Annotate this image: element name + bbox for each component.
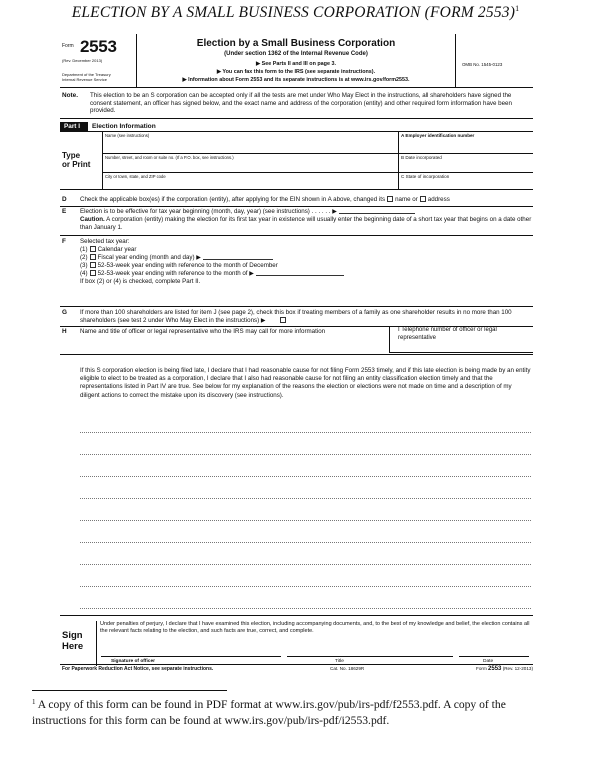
omb-block — [455, 34, 533, 88]
note-label: Note. — [62, 92, 78, 99]
name-field-label: Name (see instructions) — [105, 133, 150, 138]
option-number: (4) — [80, 270, 88, 278]
footnote-text: A copy of this form can be found in PDF format at www.irs.gov/pub/irs-pdf/f2553.pdf. A copy of the instructions for this form can be found at www.irs.gov/pub/irs-pdf/i2553.pdf. — [32, 698, 506, 727]
caution-text: A corporation (entity) making the election for its first tax year in existence will usually enter the beginning date of a short tax year that begins on a date other than January 1. — [80, 216, 532, 232]
ein-field[interactable] — [398, 132, 533, 154]
signature-section — [60, 615, 533, 665]
signature-caption: Signature of officer — [111, 659, 155, 664]
form-title: Election by a Small Business Corporation — [196, 38, 396, 49]
part-label: Part I — [60, 122, 88, 131]
tax-year-option-2 — [80, 254, 532, 262]
tax-year-option-3 — [80, 262, 532, 270]
family-shareholder-checkbox[interactable] — [280, 317, 286, 323]
instruction-line: ▶ You can fax this form to the IRS (see separate instructions). — [216, 68, 376, 75]
form-id-block — [60, 34, 137, 88]
form-number: 2553 — [80, 37, 117, 56]
name-field[interactable] — [102, 132, 398, 154]
write-line — [80, 454, 531, 455]
ein-field-label: A Employer identification number — [401, 133, 475, 138]
option-number: (1) — [80, 246, 88, 254]
line-f-note: If box (2) or (4) is checked, complete Part II. — [80, 278, 201, 286]
footnote-divider — [32, 690, 227, 691]
perjury-statement: Under penalties of perjury, I declare that I have examined this election, including accompanying documents, and, to the best of my knowledge and belief, the election contains all the relevant facts relating to the election, and such facts are true, correct, and complete. — [100, 621, 530, 635]
street-field[interactable] — [102, 154, 398, 173]
date-input[interactable] — [459, 656, 529, 657]
line-h-label: Name and title of officer or legal representative who the IRS may call for more information — [80, 328, 326, 335]
line-d-label: Check the applicable box(es) if the corporation (entity), after applying for the EIN shown in A above, changed its — [80, 196, 386, 203]
write-line — [80, 520, 531, 521]
line-e-text — [80, 208, 532, 232]
line-letter: E — [62, 208, 67, 215]
date-field-label: B Date incorporated — [401, 155, 442, 160]
sign-label-line: Sign — [62, 630, 83, 641]
part-1-header — [60, 122, 533, 132]
write-line — [80, 476, 531, 477]
note-section — [60, 91, 533, 119]
telephone-field[interactable] — [389, 327, 533, 353]
form-revision: (Rev. December 2013) — [62, 58, 103, 63]
line-letter: D — [62, 196, 67, 203]
paperwork-notice: For Paperwork Reduction Act Notice, see separate instructions. — [62, 666, 214, 672]
footer-form-word: Form — [476, 666, 487, 671]
entity-info-grid — [60, 132, 533, 190]
divider — [60, 235, 533, 236]
type-or-print-label — [62, 151, 90, 169]
other-52-53-checkbox[interactable] — [90, 270, 96, 276]
form-subtitle: (Under section 1362 of the Internal Revenue Code) — [224, 50, 368, 57]
department — [62, 72, 111, 82]
street-field-label: Number, street, and room or suite no. (If a P.O. box, see instructions.) — [105, 155, 234, 160]
tax-year-option-1 — [80, 246, 532, 254]
footnote-mark: 1 — [32, 698, 36, 706]
omb-number: OMB No. 1545-0123 — [462, 62, 503, 67]
instruction-line: ▶ See Parts II and III on page 3. — [256, 61, 336, 67]
option-number: (3) — [80, 262, 88, 270]
catalog-number: Cat. No. 18629R — [330, 666, 365, 671]
address-change-checkbox[interactable] — [420, 196, 426, 202]
line-letter: F — [62, 238, 66, 245]
explanation-area[interactable] — [80, 432, 531, 614]
option-label: Fiscal year ending (month and day) ▶ — [97, 254, 202, 262]
signature-input[interactable] — [101, 656, 281, 657]
line-d-text — [80, 196, 532, 204]
write-line — [80, 586, 531, 587]
line-letter: G — [62, 309, 67, 316]
note-text: This election to be an S corporation can be accepted only if all the tests are met under Who May Elect in the instructions, all shareholders have signed the consent statement, an officer has signed below, and the exact name and address of the corporation (entity) and other required form information have been provided. — [90, 92, 512, 115]
option-label: 52-53-week year ending with reference to the month of December — [97, 262, 278, 270]
line-e — [60, 208, 533, 232]
sign-label-line: Here — [62, 640, 84, 652]
write-line — [80, 542, 531, 543]
name-change-checkbox[interactable] — [387, 196, 393, 202]
page-title-text: ELECTION BY A SMALL BUSINESS CORPORATION (FORM 2553) — [71, 4, 516, 22]
footnote — [32, 697, 562, 729]
page-title — [0, 4, 591, 22]
type-label-line: or Print — [62, 160, 91, 170]
divider — [60, 306, 533, 307]
divider — [60, 206, 533, 207]
department-line: Department of the Treasury — [62, 72, 111, 77]
date-caption: Date — [483, 659, 494, 664]
line-g-text — [80, 309, 532, 325]
footer-form-id — [476, 666, 533, 674]
calendar-year-checkbox[interactable] — [90, 246, 96, 252]
option-number: (2) — [80, 254, 88, 262]
footer-revision: (Rev. 12-2013) — [502, 666, 533, 671]
state-field[interactable] — [398, 173, 533, 190]
city-field[interactable] — [102, 173, 398, 190]
form-title-block — [137, 34, 455, 88]
line-f — [60, 238, 533, 302]
december-52-53-checkbox[interactable] — [90, 262, 96, 268]
sign-here-label — [62, 631, 83, 652]
type-label-line: Type — [62, 151, 81, 160]
name-option-label: name or — [395, 196, 418, 203]
telephone-field-label: I Telephone number of officer or legal representative — [398, 327, 497, 341]
write-line — [80, 564, 531, 565]
title-caption: Title — [335, 659, 344, 664]
city-field-label: City or town, state, and ZIP code — [105, 174, 166, 179]
footer-form-number: 2553 — [488, 666, 502, 672]
form-header — [60, 34, 533, 88]
line-g-label: If more than 100 shareholders are listed for item J (see page 2), check this box if treating members of a family as one shareholder results in no more than 100 shareholders (see test 2 under Who May Elect in the instructions) ▶ — [80, 309, 512, 325]
address-option-label: address — [427, 196, 450, 203]
line-f-text — [80, 238, 532, 286]
perjury-statement-block — [96, 621, 532, 666]
date-incorporated-field[interactable] — [398, 154, 533, 173]
part-title: Election Information — [92, 123, 156, 130]
write-line — [80, 498, 531, 499]
write-line — [80, 432, 531, 433]
caution-label: Caution. — [80, 216, 105, 224]
option-label: Calendar year — [97, 246, 137, 254]
late-election-statement: If this S corporation election is being filed late, I declare that I had reasonable cause for not filing Form 2553 timely, and if this late election is being made by an entity eligible to elect to be treated as a corporation, I declare that I also had reasonable cause for not filing an entity classification election timely and that the representations listed in Part IV are true. See below for my explanation of the reasons the election or elections were not made on time and a description of my diligent actions to correct the mistake upon its discovery (see instructions). — [80, 367, 531, 399]
line-e-label: Election is to be effective for tax year beginning (month, day, year) (see instructions) . . . . . . ▶ — [80, 208, 337, 215]
write-line — [80, 608, 531, 609]
divider — [60, 354, 533, 355]
form-word: Form — [62, 43, 74, 49]
option-label: 52-53-week year ending with reference to the month of ▶ — [97, 270, 255, 278]
department-line: Internal Revenue Service — [62, 77, 107, 83]
state-field-label: C State of incorporation — [401, 174, 450, 179]
tax-year-option-4 — [80, 270, 532, 278]
title-input[interactable] — [287, 656, 453, 657]
footnote-reference: 1 — [515, 4, 520, 13]
instruction-line: ▶ Information about Form 2553 and its separate instructions is at www.irs.gov/form2553. — [182, 76, 410, 83]
line-d — [60, 196, 533, 206]
line-letter: H — [62, 328, 67, 335]
fiscal-year-end-input[interactable] — [203, 254, 273, 260]
month-input[interactable] — [256, 270, 344, 276]
line-f-label: Selected tax year: — [80, 238, 130, 245]
line-g — [60, 309, 533, 325]
effective-date-input[interactable] — [339, 208, 415, 214]
fiscal-year-checkbox[interactable] — [90, 254, 96, 260]
form-2553 — [60, 34, 533, 678]
